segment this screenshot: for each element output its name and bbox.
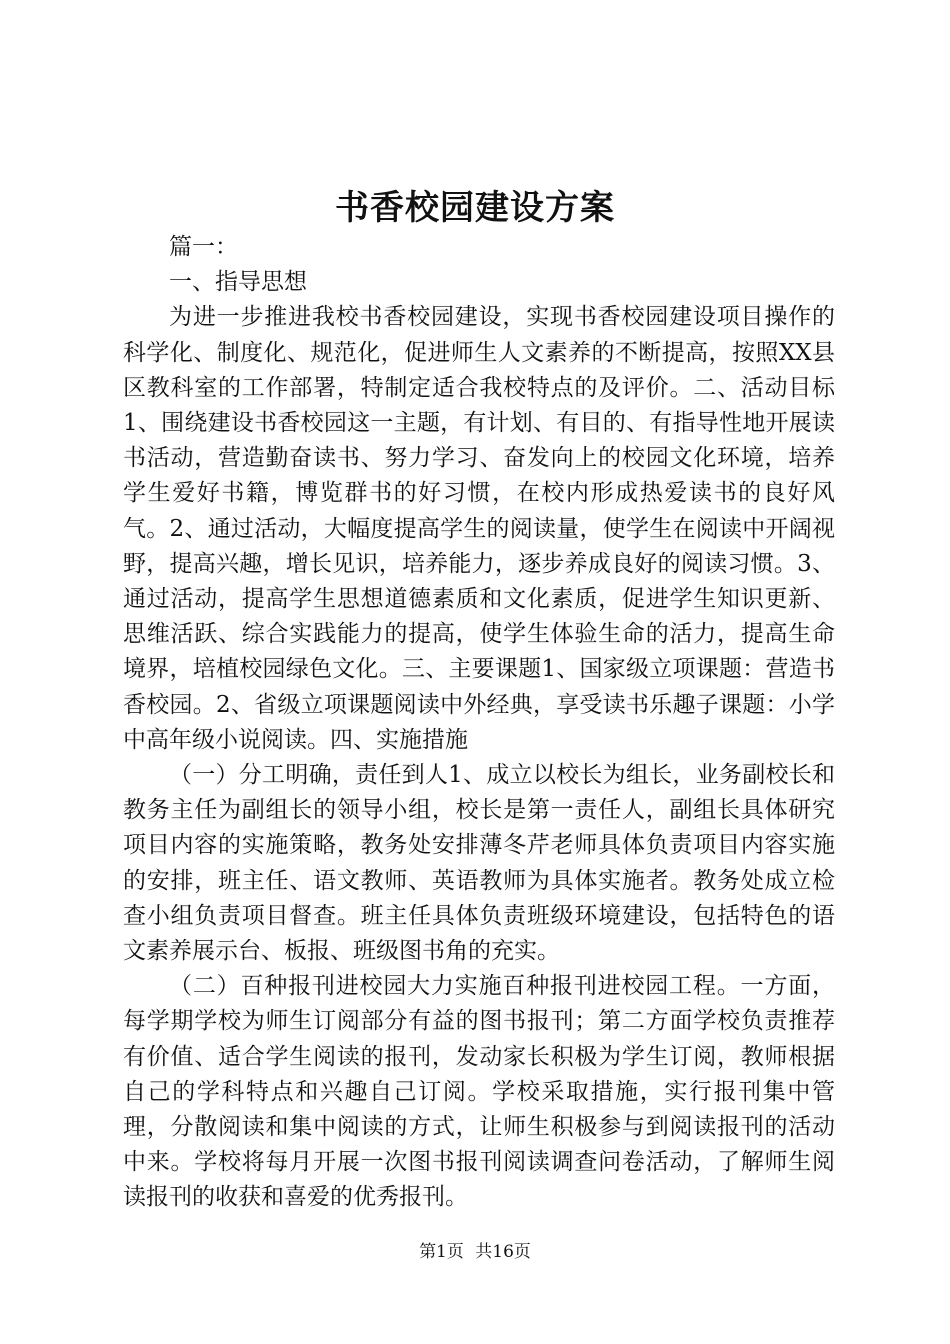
section-label: 篇一： [169, 234, 238, 260]
page-number: 第1页 [419, 1242, 464, 1262]
paragraph: （一）分工明确，责任到人1、成立以校长为组长，业务副校长和教务主任为副组长的领导小组，校长是第一责任人，副组长具体研究项目内容的实施策略，教务处安排薄冬芹老师具体负责项目内容实施的安排，班主任、语文教师、英语教师为具体实施者。教务处成立检查小组负责项目督查。班主任具体负责班级环境建设，包括特色的语文素养展示台、板报、班级图书角的充实。 [123, 762, 835, 965]
document-body [123, 230, 835, 1216]
section-heading: 一、指导思想 [169, 269, 307, 296]
page-footer [0, 1240, 950, 1264]
page-total: 共16页 [475, 1242, 531, 1262]
paragraph: 为进一步推进我校书香校园建设，实现书香校园建设项目操作的科学化、制度化、规范化，促进师生人文素养的不断提高，按照XX县区教科室的工作部署，特制定适合我校特点的及评价。二、活动目标1、围绕建设书香校园这一主题，有计划、有目的、有指导性地开展读书活动，营造勤奋读书、努力学习、奋发向上的校园文化环境，培养学生爱好书籍，博览群书的好习惯，在校内形成热爱读书的良好风气。2、通过活动，大幅度提高学生的阅读量，使学生在阅读中开阔视野，提高兴趣，增长见识，培养能力，逐步养成良好的阅读习惯。3、通过活动，提高学生思想道德素质和文化素质，促进学生知识更新、思维活跃、综合实践能力的提高，使学生体验生命的活力，提高生命境界，培植校园绿色文化。三、主要课题1、国家级立项课题：营造书香校园。2、省级立项课题阅读中外经典，享受读书乐趣子课题：小学中高年级小说阅读。四、实施措施 [123, 304, 835, 753]
paragraph: （二）百种报刊进校园大力实施百种报刊进校园工程。一方面，每学期学校为师生订阅部分有益的图书报刊；第二方面学校负责推荐有价值、适合学生阅读的报刊，发动家长积极为学生订阅，教师根据自己的学科特点和兴趣自己订阅。学校采取措施，实行报刊集中管理，分散阅读和集中阅读的方式，让师生积极参与到阅读报刊的活动中来。学校将每月开展一次图书报刊阅读调查问卷活动，了解师生阅读报刊的收获和喜爱的优秀报刊。 [123, 973, 835, 1211]
document-title: 书香校园建设方案 [335, 188, 615, 228]
